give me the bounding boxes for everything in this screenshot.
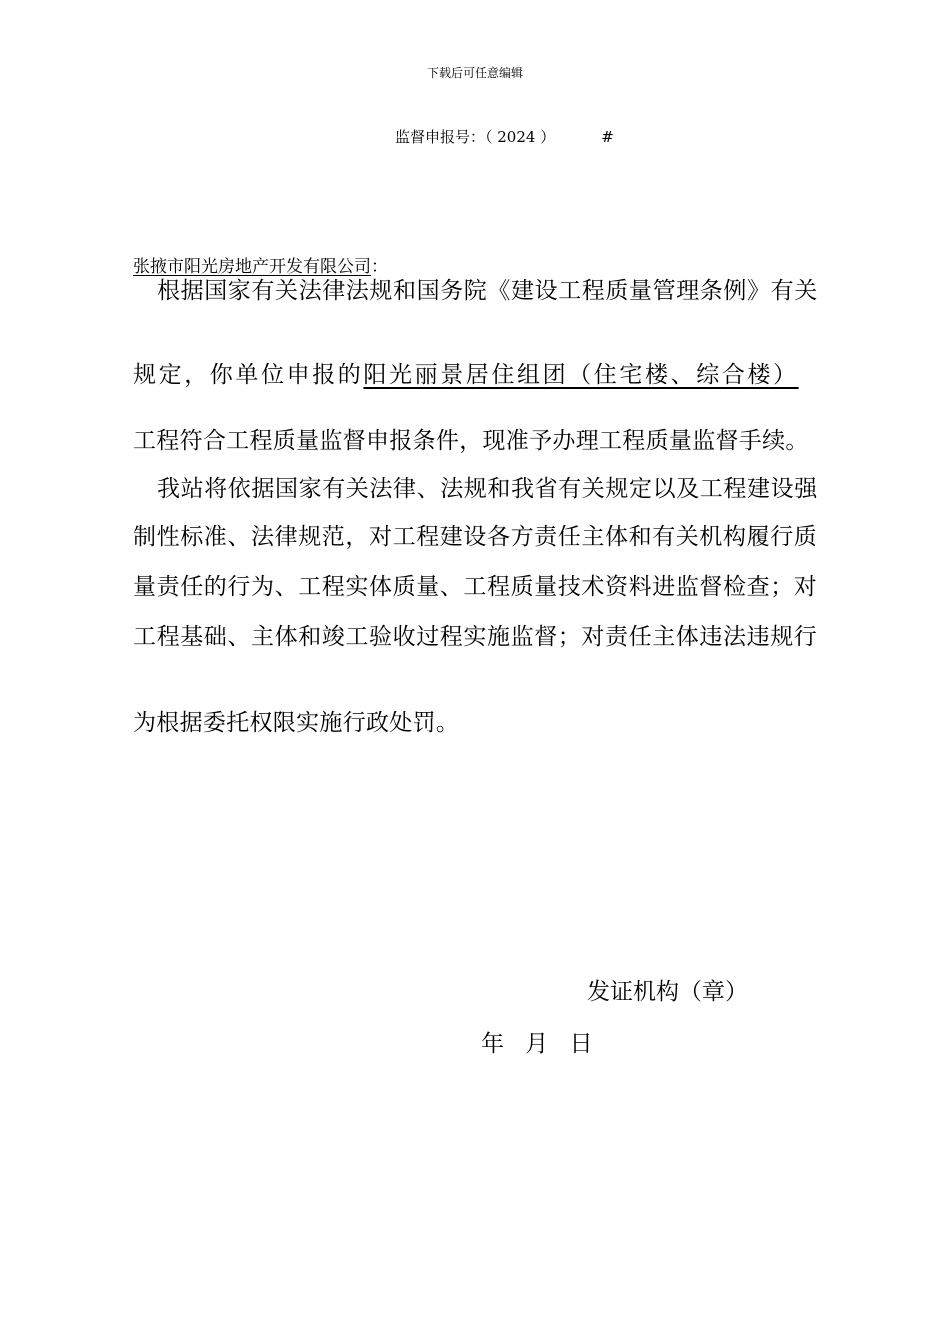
header-note: 下载后可任意编辑 xyxy=(426,66,523,80)
body-line-8: 为根据委托权限实施行政处罚。 xyxy=(133,710,460,736)
report-number xyxy=(395,126,614,147)
report-number-label: 监督申报号：（ 2024 ） xyxy=(395,128,556,146)
body-line-2 xyxy=(133,356,799,389)
body-line-3: 工程符合工程质量监督申报条件，现准予办理工程质量监督手续。 xyxy=(133,428,809,454)
addressee-colon: ： xyxy=(371,257,388,277)
report-number-suffix: # xyxy=(601,128,614,146)
body-line-7: 工程基础、主体和竣工验收过程实施监督；对责任主体违法违规行 xyxy=(133,624,818,650)
date-line: 年 月 日 xyxy=(481,1031,595,1057)
issuer-seal-label: 发证机构（章） xyxy=(587,979,748,1005)
body-line-4: 我站将依据国家有关法律、法规和我省有关规定以及工程建设强 xyxy=(157,476,818,502)
body-line-2-prefix: 规定，你单位申报的 xyxy=(133,362,364,388)
body-line-1: 根据国家有关法律法规和国务院《建设工程质量管理条例》有关 xyxy=(157,278,818,304)
addressee-company: 张掖市阳光房地产开发有限公司 xyxy=(133,257,371,277)
body-line-5: 制性标准、法律规范，对工程建设各方责任主体和有关机构履行质 xyxy=(133,524,818,550)
project-name: 阳光丽景居住组团（住宅楼、综合楼） xyxy=(363,362,799,388)
body-line-6: 量责任的行为、工程实体质量、工程质量技术资料进监督检查；对 xyxy=(133,574,818,600)
